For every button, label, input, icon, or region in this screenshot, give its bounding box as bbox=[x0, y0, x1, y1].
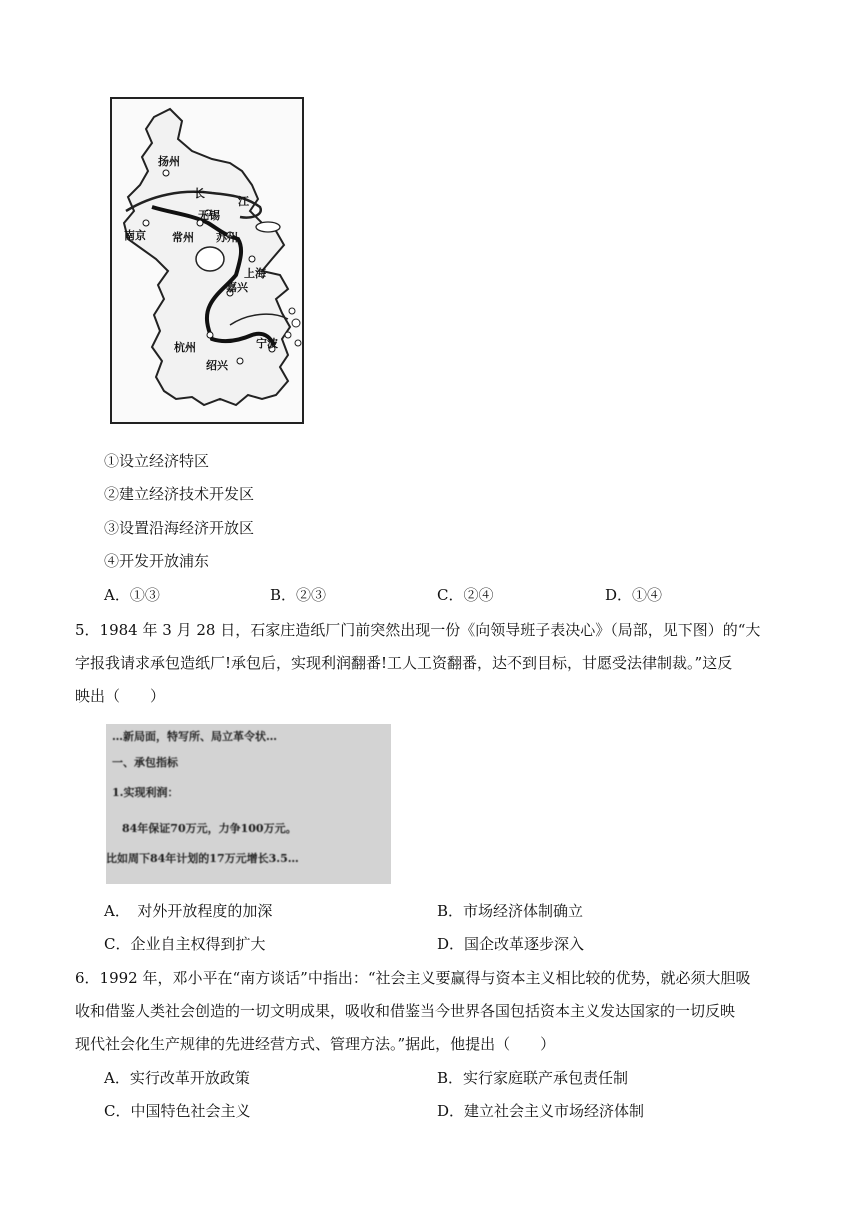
photo-text-line: 比如周下84年计划的17万元增长3.5… bbox=[106, 852, 299, 865]
yangtze-delta-map bbox=[110, 97, 304, 424]
chongming-island bbox=[256, 222, 280, 232]
taihu-lake bbox=[196, 247, 224, 271]
city-dot bbox=[237, 358, 243, 364]
q4-item-4: ④开发开放浦东 bbox=[104, 552, 210, 570]
big-character-poster-photo bbox=[106, 724, 391, 884]
photo-text-line: 一、承包指标 bbox=[112, 756, 178, 769]
q4-item-1: ①设立经济特区 bbox=[104, 452, 210, 470]
q5-option-c[interactable]: C．企业自主权得到扩大 bbox=[104, 935, 266, 953]
q6-stem-line-3: 现代社会化生产规律的先进经营方式、管理方法。”据此，他提出（ ） bbox=[75, 1035, 556, 1053]
q6-option-c[interactable]: C．中国特色社会主义 bbox=[104, 1102, 251, 1120]
label-chang: 长 bbox=[194, 187, 205, 200]
city-dot bbox=[163, 170, 169, 176]
q4-option-c[interactable]: C．②④ bbox=[437, 586, 494, 604]
label-yangzhou: 扬州 bbox=[158, 155, 180, 168]
q4-item-2: ②建立经济技术开发区 bbox=[104, 485, 255, 503]
q4-option-a[interactable]: A．①③ bbox=[104, 586, 160, 604]
q6-option-b[interactable]: B．实行家庭联产承包责任制 bbox=[437, 1069, 629, 1087]
label-wuxi: 无锡 bbox=[198, 209, 220, 222]
island bbox=[289, 308, 295, 314]
label-nanjing: 南京 bbox=[124, 229, 146, 242]
photo-text-line: 1.实现利润： bbox=[112, 786, 179, 799]
island bbox=[292, 319, 300, 327]
city-dot bbox=[249, 256, 255, 262]
q5-stem-line-1: 5．1984 年 3 月 28 日，石家庄造纸厂门前突然出现一份《向领导班子表决心》（局部，见下图）的“大 bbox=[75, 621, 761, 639]
q4-item-3: ③设置沿海经济开放区 bbox=[104, 519, 255, 537]
island bbox=[295, 340, 301, 346]
label-suzhou: 苏州 bbox=[216, 231, 238, 244]
q5-option-d[interactable]: D．国企改革逐步深入 bbox=[437, 935, 585, 953]
photo-text-line: 84年保证70万元，力争100万元。 bbox=[122, 822, 297, 835]
q6-stem-line-2: 收和借鉴人类社会创造的一切文明成果，吸收和借鉴当今世界各国包括资本主义发达国家的一切反映 bbox=[75, 1002, 736, 1020]
label-shanghai: 上海 bbox=[244, 267, 266, 280]
q6-option-d[interactable]: D．建立社会主义市场经济体制 bbox=[437, 1102, 645, 1120]
label-shaoxing: 绍兴 bbox=[206, 359, 228, 372]
city-dot bbox=[207, 332, 213, 338]
city-dot bbox=[143, 220, 149, 226]
q6-option-a[interactable]: A．实行改革开放政策 bbox=[104, 1069, 250, 1087]
map-drawing bbox=[112, 99, 302, 422]
label-ningbo: 宁波 bbox=[256, 337, 278, 350]
label-jiang: 江 bbox=[238, 195, 249, 208]
q4-option-d[interactable]: D．①④ bbox=[605, 586, 663, 604]
q4-option-b[interactable]: B．②③ bbox=[270, 586, 327, 604]
q6-stem-line-1: 6．1992 年，邓小平在“南方谈话”中指出：“社会主义要赢得与资本主义相比较的优势，就必须大胆吸 bbox=[75, 969, 751, 987]
label-hangzhou: 杭州 bbox=[174, 341, 196, 354]
q5-stem-line-2: 字报我请求承包造纸厂!承包后，实现利润翻番!工人工资翻番，达不到目标，甘愿受法律制裁。”这反 bbox=[75, 654, 733, 672]
label-jiaxing: 嘉兴 bbox=[226, 281, 248, 294]
q5-option-b[interactable]: B．市场经济体制确立 bbox=[437, 902, 584, 920]
photo-text-line: …新局面，特写所、局立革令状… bbox=[112, 730, 277, 743]
label-changzhou: 常州 bbox=[172, 231, 194, 244]
island bbox=[285, 332, 291, 338]
q5-option-a[interactable]: A． 对外开放程度的加深 bbox=[104, 902, 273, 920]
q5-stem-line-3: 映出（ ） bbox=[75, 687, 166, 705]
